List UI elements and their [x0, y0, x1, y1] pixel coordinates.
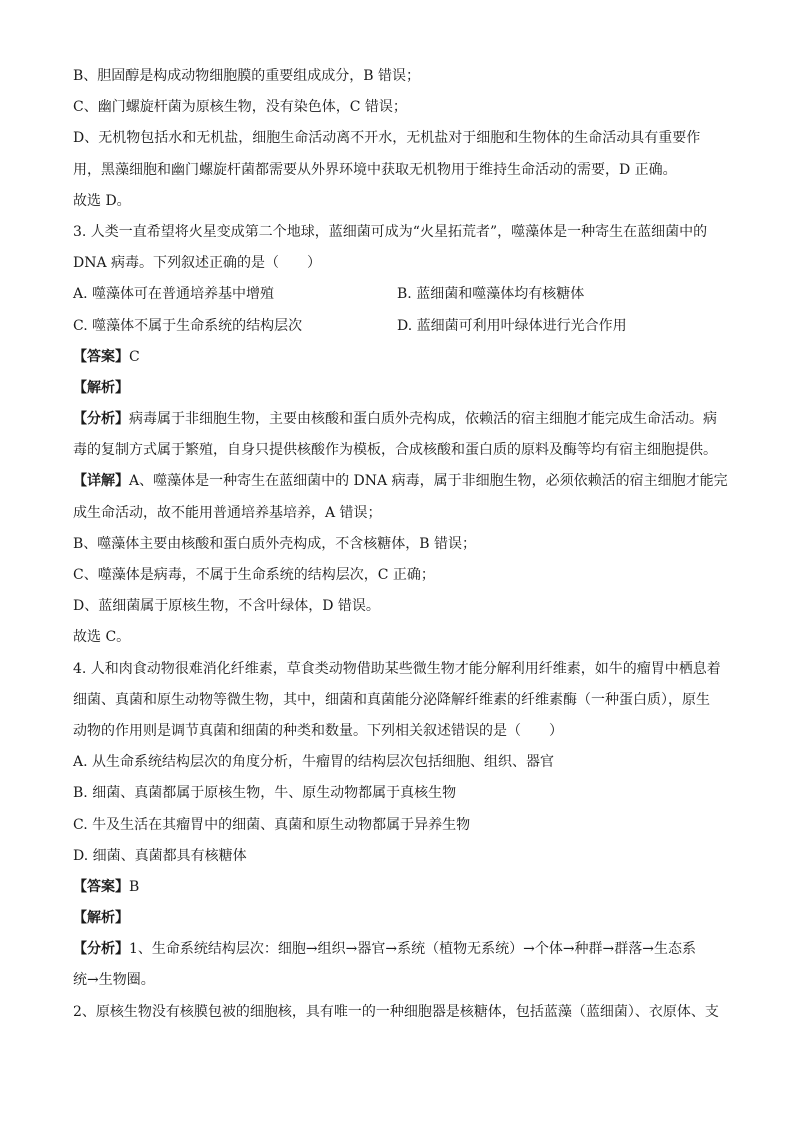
option-c: C. 牛及生活在其瘤胃中的细菌、真菌和原生动物都属于异养生物 — [73, 816, 471, 833]
question-4-stem: 动物的作用则是调节真菌和细菌的种类和数量。下列相关叙述错误的是（ ） — [73, 722, 563, 739]
xiangjie-text: A、噬藻体是一种寄生在蓝细菌中的 DNA 病毒，属于非细胞生物，必须依赖活的宿主细胞才能完 — [129, 473, 728, 490]
question-3-stem: DNA 病毒。下列叙述正确的是（ ） — [73, 255, 322, 272]
answer-label: 【答案】 — [73, 348, 129, 365]
analysis-label: 【解析】 — [73, 910, 129, 927]
question-3-options-row-2 — [73, 311, 723, 342]
question-4-stem: 4. 人和肉食动物很难消化纤维素，草食类动物借助某些微生物才能分解利用纤维素，如牛的瘤胃中栖息着 — [73, 660, 721, 677]
fenxi-label: 【分析】 — [73, 411, 129, 428]
text-line: D、无机物包括水和无机盐，细胞生命活动离不开水，无机盐对于细胞和生物体的生命活动具有重要作 — [73, 130, 701, 147]
text-line: 用，黑藻细胞和幽门螺旋杆菌都需要从外界环境中获取无机物用于维持生命活动的需要，D 正确。 — [73, 161, 677, 178]
fenxi-text: 1、生命系统结构层次：细胞→组织→器官→系统（植物无系统）→个体→种群→群落→生态系 — [129, 941, 697, 958]
option-d: D. 蓝细菌可利用叶绿体进行光合作用 — [397, 317, 627, 334]
detail-text: D、蓝细菌属于原核生物，不含叶绿体，D 错误。 — [73, 598, 380, 615]
detail-text: B、噬藻体主要由核酸和蛋白质外壳构成，不含核糖体，B 错误； — [73, 535, 477, 552]
option-b: B. 蓝细菌和噬藻体均有核糖体 — [397, 286, 585, 303]
analysis-text: 2、原核生物没有核膜包被的细胞核，具有唯一的一种细胞器是核糖体，包括蓝藻（蓝细菌）、衣原体、支 — [73, 1003, 719, 1020]
conclusion-text: 故选 C。 — [73, 629, 131, 646]
answer-value: B — [129, 878, 140, 895]
detail-text — [73, 466, 728, 497]
answer-value: C — [129, 348, 140, 365]
fenxi-label: 【分析】 — [73, 941, 129, 958]
text-line: 故选 D。 — [73, 192, 131, 209]
analysis-label: 【解析】 — [73, 379, 129, 396]
answer-label: 【答案】 — [73, 878, 129, 895]
fenxi-text: 病毒属于非细胞生物，主要由核酸和蛋白质外壳构成，依赖活的宿主细胞才能完成生命活动。病 — [129, 411, 717, 428]
xiangjie-label: 【详解】 — [73, 473, 129, 490]
option-a: A. 噬藻体可在普通培养基中增殖 — [73, 286, 275, 303]
detail-text: 成生命活动，故不能用普通培养基培养，A 错误； — [73, 504, 382, 521]
text-line: C、幽门螺旋杆菌为原核生物，没有染色体，C 错误； — [73, 99, 407, 116]
analysis-text — [73, 404, 723, 435]
text-line: B、胆固醇是构成动物细胞膜的重要组成成分，B 错误； — [73, 68, 421, 84]
answer-line — [73, 872, 723, 903]
option-d: D. 细菌、真菌都具有核糖体 — [73, 847, 247, 864]
question-3-stem: 3. 人类一直希望将火星变成第二个地球，蓝细菌可成为“火星拓荒者”，噬藻体是一种寄生在蓝细菌中的 — [73, 223, 708, 240]
analysis-text: 毒的复制方式属于繁殖，自身只提供核酸作为模板，合成核酸和蛋白质的原料及酶等均有宿主细胞提供。 — [73, 442, 717, 459]
analysis-text — [73, 934, 723, 965]
question-3-options-row-1 — [73, 279, 723, 310]
analysis-text: 统→生物圈。 — [73, 972, 155, 989]
document-page — [73, 61, 728, 1028]
option-c: C. 噬藻体不属于生命系统的结构层次 — [73, 317, 303, 334]
option-a: A. 从生命系统结构层次的角度分析，牛瘤胃的结构层次包括细胞、组织、器官 — [73, 754, 555, 771]
answer-line — [73, 342, 723, 373]
option-b: B. 细菌、真菌都属于原核生物，牛、原生动物都属于真核生物 — [73, 785, 457, 802]
detail-text: C、噬藻体是病毒，不属于生命系统的结构层次，C 正确； — [73, 567, 435, 583]
question-4-stem: 细菌、真菌和原生动物等微生物，其中，细菌和真菌能分泌降解纤维素的纤维素酶（一种蛋白质），原生 — [73, 691, 710, 708]
